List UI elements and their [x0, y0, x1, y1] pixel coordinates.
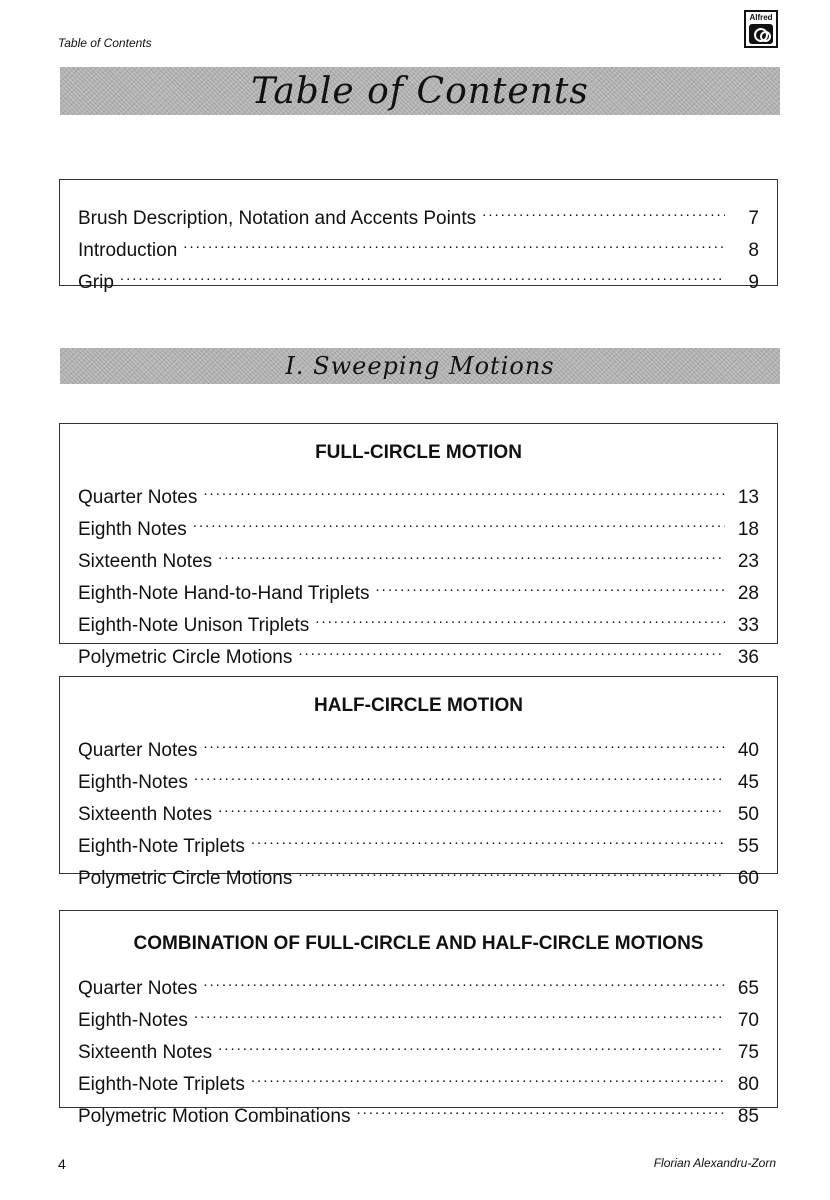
dot-leader	[315, 606, 725, 631]
toc-entry[interactable]	[78, 542, 759, 574]
half-circle-box	[59, 676, 778, 889]
dot-leader	[218, 1033, 725, 1058]
dot-leader	[194, 1001, 725, 1026]
entry-title: Eighth-Note Hand-to-Hand Triplets	[78, 583, 370, 604]
entry-page: 33	[737, 615, 759, 636]
entry-page: 60	[737, 868, 759, 889]
entry-page: 7	[748, 208, 759, 229]
section-heading: FULL-CIRCLE MOTION	[315, 442, 522, 463]
entry-title: Eighth-Notes	[78, 1010, 188, 1031]
toc-entry[interactable]	[78, 731, 759, 763]
combination-box	[59, 910, 778, 1127]
entry-title: Eighth-Note Unison Triplets	[78, 615, 310, 636]
entry-title: Brush Description, Notation and Accents Points	[78, 208, 477, 229]
dot-leader	[203, 478, 725, 503]
entry-title: Eighth-Note Triplets	[78, 1074, 245, 1095]
toc-entry[interactable]	[78, 1097, 759, 1129]
dot-leader	[218, 795, 725, 820]
dot-leader	[203, 731, 725, 756]
entry-page: 50	[737, 804, 759, 825]
entry-page: 80	[737, 1074, 759, 1095]
toc-entry[interactable]	[78, 231, 759, 263]
section-title: I. Sweeping Motions	[285, 352, 555, 380]
entry-page: 18	[737, 519, 759, 540]
toc-entry[interactable]	[78, 1001, 759, 1033]
author-name: Florian Alexandru-Zorn	[653, 1156, 776, 1170]
entry-title: Eighth-Notes	[78, 772, 188, 793]
entry-title: Polymetric Motion Combinations	[78, 1106, 351, 1127]
section-banner	[60, 348, 780, 384]
toc-entry[interactable]	[78, 199, 759, 231]
toc-entry[interactable]	[78, 859, 759, 891]
dot-leader	[482, 199, 725, 224]
entry-title: Sixteenth Notes	[78, 1042, 213, 1063]
entry-title: Quarter Notes	[78, 487, 198, 508]
dot-leader	[203, 969, 725, 994]
dot-leader	[356, 1097, 725, 1122]
entry-page: 55	[737, 836, 759, 857]
page-title: Table of Contents	[251, 70, 589, 112]
dot-leader	[298, 859, 725, 884]
dot-leader	[298, 638, 725, 663]
logo-text: Alfred	[749, 13, 773, 22]
entry-title: Introduction	[78, 240, 178, 261]
dot-leader	[375, 574, 725, 599]
dot-leader	[194, 763, 725, 788]
section-heading: HALF-CIRCLE MOTION	[314, 695, 523, 716]
entry-page: 28	[737, 583, 759, 604]
entry-title: Polymetric Circle Motions	[78, 868, 293, 889]
toc-entry[interactable]	[78, 263, 759, 295]
entry-title: Quarter Notes	[78, 740, 198, 761]
entry-page: 8	[748, 240, 759, 261]
toc-entry[interactable]	[78, 1065, 759, 1097]
dot-leader	[251, 1065, 725, 1090]
toc-entry[interactable]	[78, 969, 759, 1001]
dot-leader	[183, 231, 725, 256]
entry-page: 40	[737, 740, 759, 761]
logo-mark-icon	[749, 24, 773, 44]
page-number: 4	[58, 1156, 66, 1172]
entry-title: Sixteenth Notes	[78, 804, 213, 825]
entry-page: 13	[737, 487, 759, 508]
entry-title: Quarter Notes	[78, 978, 198, 999]
toc-entry[interactable]	[78, 574, 759, 606]
entry-page: 23	[737, 551, 759, 572]
entry-page: 65	[737, 978, 759, 999]
toc-entry[interactable]	[78, 827, 759, 859]
entry-page: 45	[737, 772, 759, 793]
toc-entry[interactable]	[78, 638, 759, 670]
publisher-logo	[744, 10, 778, 48]
entry-title: Sixteenth Notes	[78, 551, 213, 572]
toc-entry[interactable]	[78, 606, 759, 638]
toc-entry[interactable]	[78, 478, 759, 510]
running-head: Table of Contents	[58, 36, 152, 50]
intro-toc-box	[59, 179, 778, 293]
entry-title: Eighth Notes	[78, 519, 187, 540]
dot-leader	[218, 542, 725, 567]
entry-page: 70	[737, 1010, 759, 1031]
dot-leader	[120, 263, 725, 288]
entry-page: 36	[737, 647, 759, 668]
dot-leader	[193, 510, 725, 535]
entry-page: 85	[737, 1106, 759, 1127]
full-circle-box	[59, 423, 778, 668]
entry-page: 9	[748, 272, 759, 293]
toc-title-banner	[60, 67, 780, 115]
toc-entry[interactable]	[78, 510, 759, 542]
entry-title: Eighth-Note Triplets	[78, 836, 245, 857]
entry-page: 75	[737, 1042, 759, 1063]
toc-entry[interactable]	[78, 795, 759, 827]
section-heading: COMBINATION OF FULL-CIRCLE AND HALF-CIRCLE MOTIONS	[133, 933, 704, 954]
entry-title: Polymetric Circle Motions	[78, 647, 293, 668]
dot-leader	[251, 827, 725, 852]
toc-entry[interactable]	[78, 1033, 759, 1065]
toc-entry[interactable]	[78, 763, 759, 795]
entry-title: Grip	[78, 272, 114, 293]
